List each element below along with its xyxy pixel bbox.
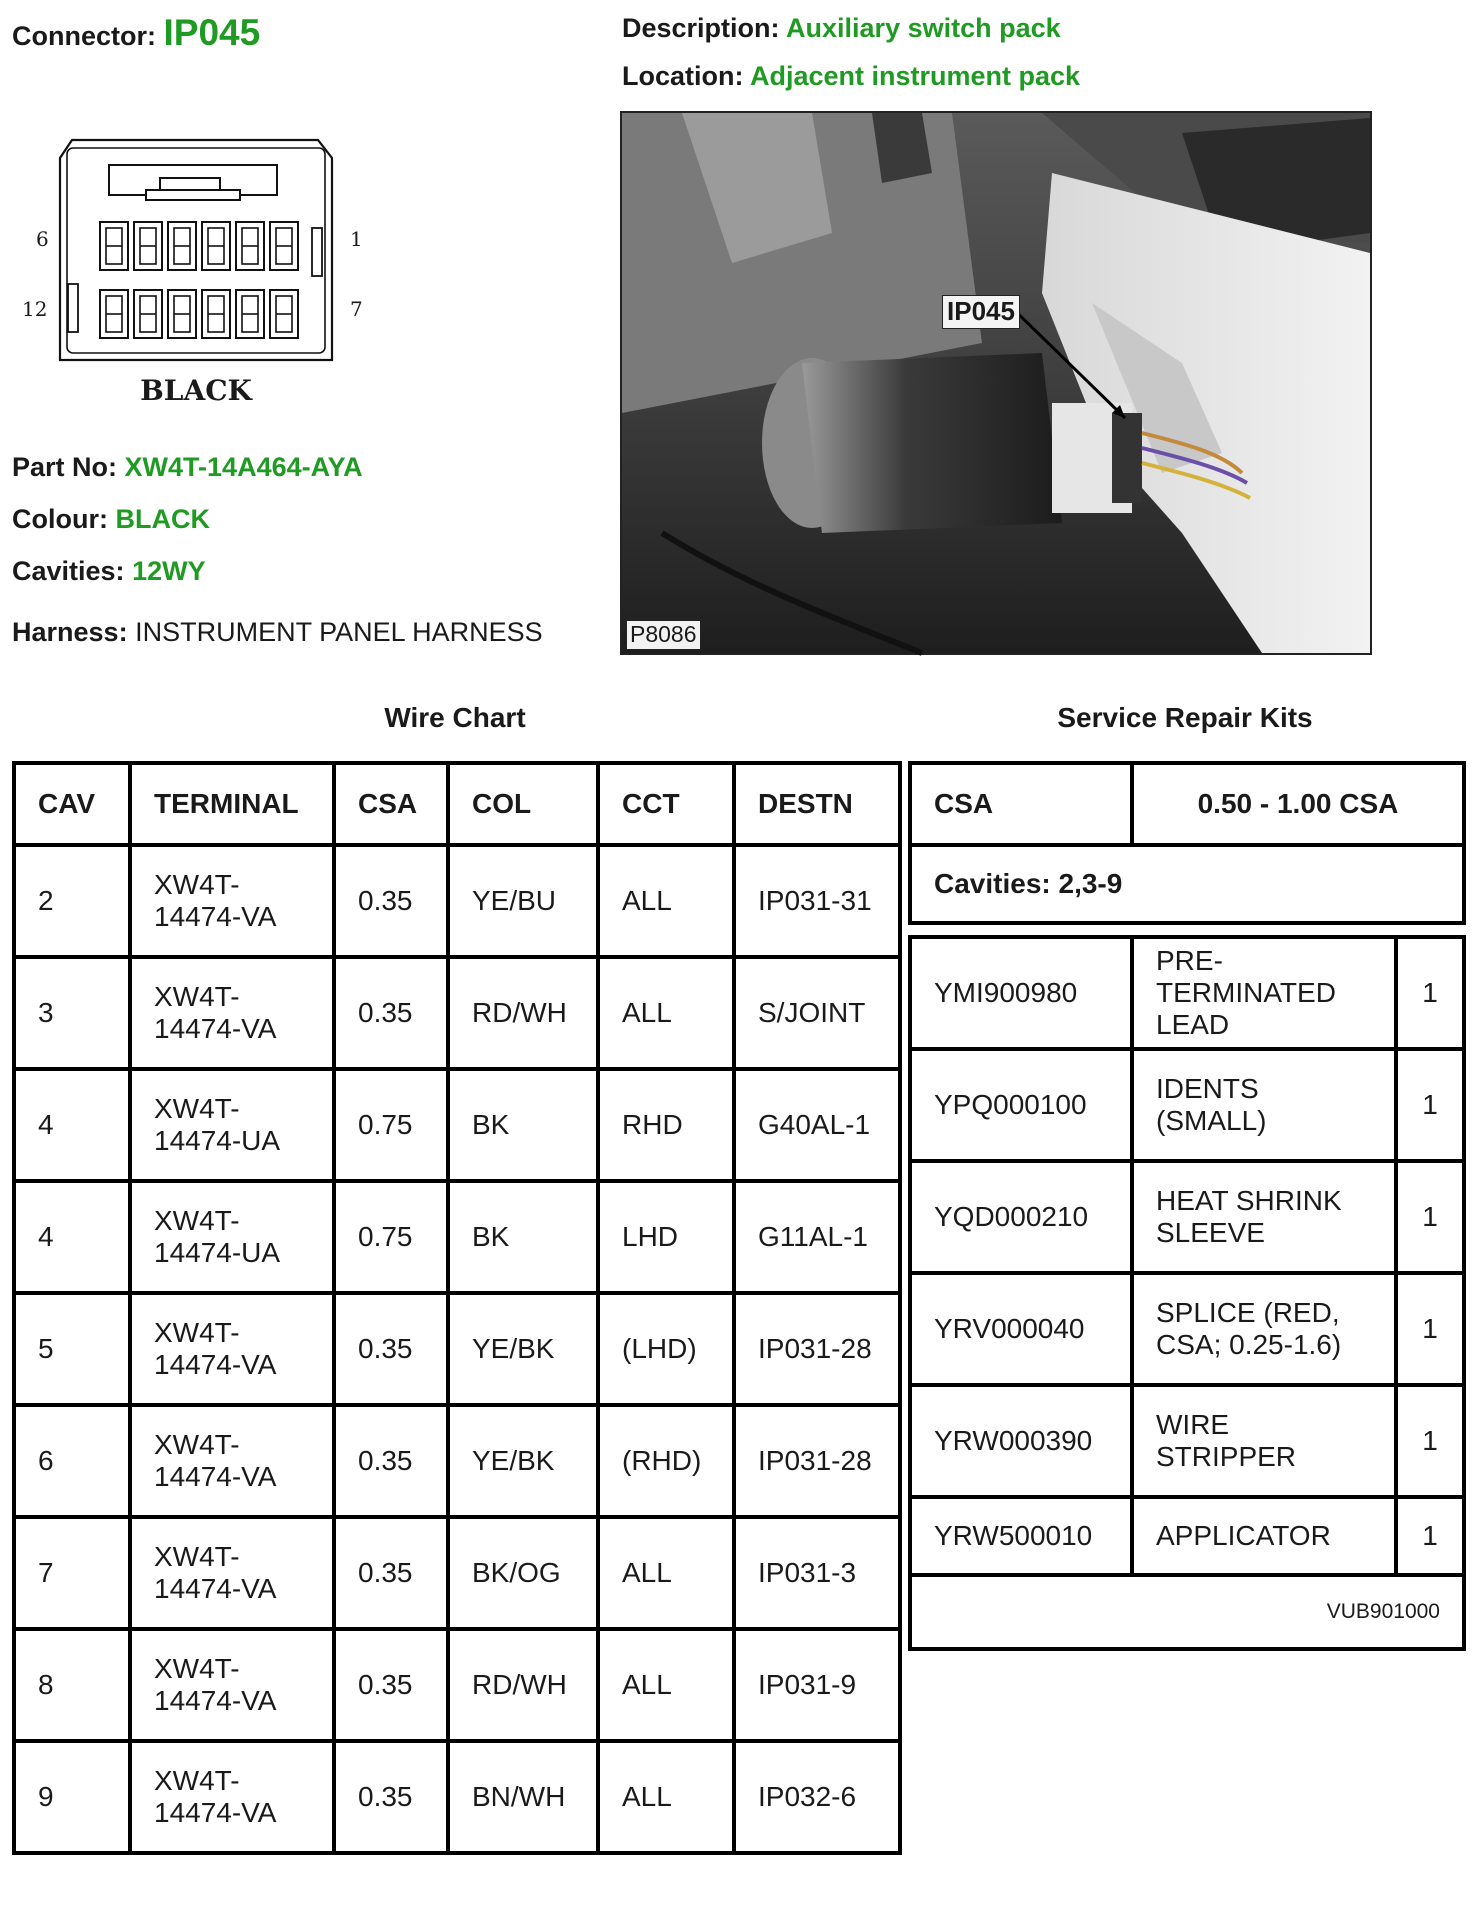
description-label: Description: xyxy=(622,13,780,43)
kit-qty: 1 xyxy=(1396,1273,1464,1385)
cell-terminal: XW4T-14474-VA xyxy=(130,1629,334,1741)
cell-cav: 5 xyxy=(14,1293,130,1405)
table-row xyxy=(14,1293,900,1405)
cell-destn: G40AL-1 xyxy=(734,1069,900,1181)
list-item xyxy=(910,1497,1464,1575)
kit-qty: 1 xyxy=(1396,937,1464,1049)
service-kits-title: Service Repair Kits xyxy=(1057,702,1313,733)
cell-cct: ALL xyxy=(598,1741,734,1853)
cell-csa: 0.35 xyxy=(334,1517,448,1629)
kits-reference: VUB901000 xyxy=(910,1575,1464,1649)
kit-desc: APPLICATOR xyxy=(1132,1497,1396,1575)
kit-part: YPQ000100 xyxy=(910,1049,1132,1161)
cell-terminal: XW4T-14474-VA xyxy=(130,845,334,957)
kit-desc: IDENTS (SMALL) xyxy=(1132,1049,1396,1161)
cell-cav: 3 xyxy=(14,957,130,1069)
kit-part: YMI900980 xyxy=(910,937,1132,1049)
wire-chart-title: Wire Chart xyxy=(384,702,526,733)
cell-col: BK xyxy=(448,1181,598,1293)
kit-qty: 1 xyxy=(1396,1497,1464,1575)
harness-label: Harness: xyxy=(12,617,128,647)
kit-part: YRV000040 xyxy=(910,1273,1132,1385)
column-header-terminal: TERMINAL xyxy=(130,763,334,845)
column-header-cct: CCT xyxy=(598,763,734,845)
cell-cct: ALL xyxy=(598,845,734,957)
cell-csa: 0.75 xyxy=(334,1181,448,1293)
connector-id: IP045 xyxy=(163,12,261,53)
part-no-line xyxy=(12,452,363,483)
service-kits-header-table xyxy=(908,761,1466,925)
cell-destn: S/JOINT xyxy=(734,957,900,1069)
list-item xyxy=(910,937,1464,1049)
cell-csa: 0.75 xyxy=(334,1069,448,1181)
cell-cct: RHD xyxy=(598,1069,734,1181)
cell-col: BN/WH xyxy=(448,1741,598,1853)
kits-cavities: Cavities: 2,3-9 xyxy=(910,845,1464,923)
wire-chart-table xyxy=(12,761,902,1855)
list-item xyxy=(910,1273,1464,1385)
cell-col: BK/OG xyxy=(448,1517,598,1629)
cell-col: RD/WH xyxy=(448,957,598,1069)
kit-qty: 1 xyxy=(1396,1049,1464,1161)
cell-col: YE/BU xyxy=(448,845,598,957)
list-item xyxy=(910,1385,1464,1497)
location-photo xyxy=(620,111,1372,655)
location-value: Adjacent instrument pack xyxy=(750,61,1081,91)
kit-desc: SPLICE (RED, CSA; 0.25-1.6) xyxy=(1132,1273,1396,1385)
kit-part: YRW500010 xyxy=(910,1497,1132,1575)
cell-col: RD/WH xyxy=(448,1629,598,1741)
connector-label: Connector: xyxy=(12,21,156,51)
photo-reference: P8086 xyxy=(626,620,701,650)
kit-part: YRW000390 xyxy=(910,1385,1132,1497)
connector-color-label: BLACK xyxy=(140,374,252,407)
cell-terminal: XW4T-14474-VA xyxy=(130,957,334,1069)
pin-label-12: 12 xyxy=(22,297,48,321)
cavities-value: 12WY xyxy=(132,556,206,586)
cell-cav: 9 xyxy=(14,1741,130,1853)
cell-csa: 0.35 xyxy=(334,1741,448,1853)
list-item xyxy=(910,1161,1464,1273)
list-item xyxy=(910,1049,1464,1161)
table-row xyxy=(14,1181,900,1293)
cell-cct: ALL xyxy=(598,1517,734,1629)
cell-cct: LHD xyxy=(598,1181,734,1293)
description-line xyxy=(622,13,1061,44)
service-kits-panel xyxy=(908,761,1462,1651)
column-header-csa: CSA xyxy=(334,763,448,845)
table-row xyxy=(14,1517,900,1629)
part-no-label: Part No: xyxy=(12,452,118,482)
cell-col: BK xyxy=(448,1069,598,1181)
cell-csa: 0.35 xyxy=(334,845,448,957)
colour-line xyxy=(12,504,210,535)
cell-destn: G11AL-1 xyxy=(734,1181,900,1293)
colour-value: BLACK xyxy=(115,504,210,534)
pin-label-7: 7 xyxy=(350,297,363,321)
cell-destn: IP031-31 xyxy=(734,845,900,957)
cell-cct: ALL xyxy=(598,1629,734,1741)
cell-csa: 0.35 xyxy=(334,957,448,1069)
wire-chart-header-row xyxy=(14,763,900,845)
part-no-value: XW4T-14A464-AYA xyxy=(124,452,363,482)
cell-terminal: XW4T-14474-VA xyxy=(130,1517,334,1629)
cell-destn: IP031-28 xyxy=(734,1405,900,1517)
photo-callout-label: IP045 xyxy=(942,295,1020,329)
harness-value: INSTRUMENT PANEL HARNESS xyxy=(135,617,543,647)
location-line xyxy=(622,61,1080,92)
connector-diagram xyxy=(22,130,370,410)
table-row xyxy=(14,1069,900,1181)
cell-terminal: XW4T-14474-UA xyxy=(130,1069,334,1181)
table-row xyxy=(14,845,900,957)
kit-part: YQD000210 xyxy=(910,1161,1132,1273)
pin-label-6: 6 xyxy=(36,227,49,251)
column-header-col: COL xyxy=(448,763,598,845)
cell-cav: 7 xyxy=(14,1517,130,1629)
kit-qty: 1 xyxy=(1396,1161,1464,1273)
cell-cav: 6 xyxy=(14,1405,130,1517)
connector-heading xyxy=(12,12,260,54)
cell-col: YE/BK xyxy=(448,1293,598,1405)
cell-col: YE/BK xyxy=(448,1405,598,1517)
cavities-line xyxy=(12,556,206,587)
kit-qty: 1 xyxy=(1396,1385,1464,1497)
column-header-cav: CAV xyxy=(14,763,130,845)
kits-csa-label: CSA xyxy=(910,763,1132,845)
cell-cct: (RHD) xyxy=(598,1405,734,1517)
table-row xyxy=(14,957,900,1069)
cell-destn: IP031-28 xyxy=(734,1293,900,1405)
cell-cav: 4 xyxy=(14,1181,130,1293)
location-label: Location: xyxy=(622,61,744,91)
cell-destn: IP031-3 xyxy=(734,1517,900,1629)
kit-desc: PRE-TERMINATED LEAD xyxy=(1132,937,1396,1049)
colour-label: Colour: xyxy=(12,504,108,534)
cell-cav: 4 xyxy=(14,1069,130,1181)
cell-csa: 0.35 xyxy=(334,1293,448,1405)
cell-cct: (LHD) xyxy=(598,1293,734,1405)
cell-cav: 8 xyxy=(14,1629,130,1741)
table-row xyxy=(14,1405,900,1517)
cell-terminal: XW4T-14474-UA xyxy=(130,1181,334,1293)
cell-destn: IP032-6 xyxy=(734,1741,900,1853)
cell-terminal: XW4T-14474-VA xyxy=(130,1741,334,1853)
cell-cav: 2 xyxy=(14,845,130,957)
kit-desc: WIRE STRIPPER xyxy=(1132,1385,1396,1497)
cell-csa: 0.35 xyxy=(334,1405,448,1517)
description-value: Auxiliary switch pack xyxy=(786,13,1061,43)
table-row xyxy=(14,1741,900,1853)
pin-label-1: 1 xyxy=(350,227,363,251)
kits-csa-range: 0.50 - 1.00 CSA xyxy=(1132,763,1464,845)
cavities-label: Cavities: xyxy=(12,556,125,586)
cell-terminal: XW4T-14474-VA xyxy=(130,1405,334,1517)
table-row xyxy=(14,1629,900,1741)
cell-destn: IP031-9 xyxy=(734,1629,900,1741)
harness-line xyxy=(12,617,543,648)
column-header-destn: DESTN xyxy=(734,763,900,845)
cell-cct: ALL xyxy=(598,957,734,1069)
kit-desc: HEAT SHRINK SLEEVE xyxy=(1132,1161,1396,1273)
cell-terminal: XW4T-14474-VA xyxy=(130,1293,334,1405)
service-kits-table xyxy=(908,935,1466,1651)
cell-csa: 0.35 xyxy=(334,1629,448,1741)
